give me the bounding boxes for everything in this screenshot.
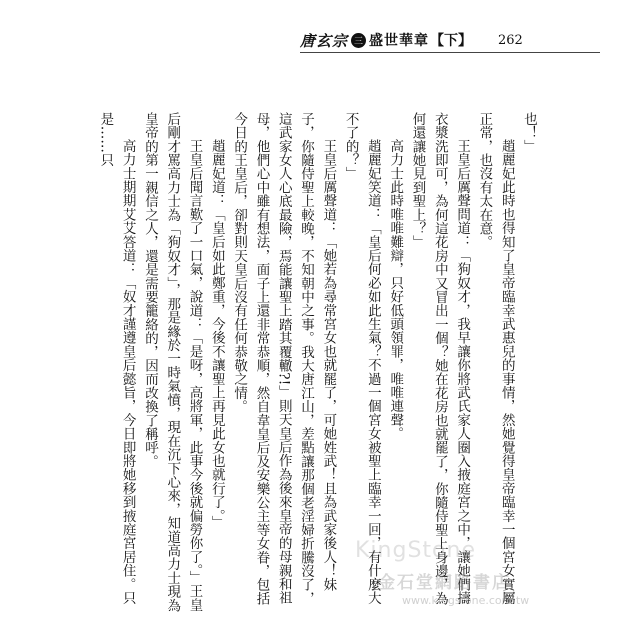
watermark-logo: KingStone <box>355 538 476 563</box>
running-header <box>300 30 600 50</box>
paragraph: 王皇后厲聲問道：「狗奴才，我早讓你將武氏家人圈入掖庭宮之中，讓她們擣衣漿洗即可，為何這花房中又冒出一個？她在花房也就罷了，你隨侍聖上身邊，為何還讓她見到聖上？」 <box>409 112 471 606</box>
paragraph: 也！」 <box>521 112 537 154</box>
paragraph: 趙麗妃笑道：「皇后何必如此生氣？不過一個宮女被聖上臨幸一回，有什麼大不了的？」 <box>342 112 381 605</box>
paragraph: 高力士此時唯唯難辯，只好低頭領罪，唯唯連聲。 <box>387 139 404 441</box>
volume-number-badge: 三 <box>351 33 366 48</box>
paragraph: 高力士期期艾艾答道：「奴才謹遵皇后懿旨，今日即將她移到掖庭宮居住。只是……只 <box>97 112 136 605</box>
page-number: 262 <box>498 32 523 48</box>
paragraph: 趙麗妃此時也得知了皇帝臨幸武惠兒的事情，然她覺得皇帝臨幸一個宮女實屬正常，也沒有太在意。 <box>476 112 515 605</box>
watermark-url: www.kingstone.com.tw <box>402 594 530 607</box>
book-title: 盛世華章 <box>369 33 430 49</box>
body-text <box>97 112 540 617</box>
paragraph: 王皇后聞言歎了一口氣，說道：「是呀，高將軍，此事今後就偏勞你了。」王皇后剛才罵高力士為「狗奴才」，那是緣於一時氣憤，現在沉下心來，知道高力士現為皇帝的第一親信之人，還是需要籠絡的，因而改換了稱呼。 <box>141 112 203 613</box>
watermark-text: 金石堂網路書店 <box>378 573 511 593</box>
paragraph: 趙麗妃道：「皇后如此鄭重，今後不讓聖上再見此女也就行了。」 <box>208 139 225 530</box>
series-title: 唐玄宗 <box>300 31 349 50</box>
paragraph: 王皇后厲聲道：「她若為尋常宮女也就罷了，可她姓武！且為武家後人！妹子，你隨侍聖上較晚，不知朝中之事。我大唐江山，差點讓那個老淫婦折騰沒了，這武家女人心底最險，焉能讓聖上踏其覆轍?!」則天皇后作為後來皇帝的母親和祖母，他們心中雖有想法，面子上還非常恭順，然自韋皇后及安樂公主等女眷，包括今日的王皇后，卻對則天皇后沒有任何恭敬之情。 <box>231 112 337 606</box>
header-rule <box>300 52 600 53</box>
volume-label: 【下】 <box>430 33 473 49</box>
